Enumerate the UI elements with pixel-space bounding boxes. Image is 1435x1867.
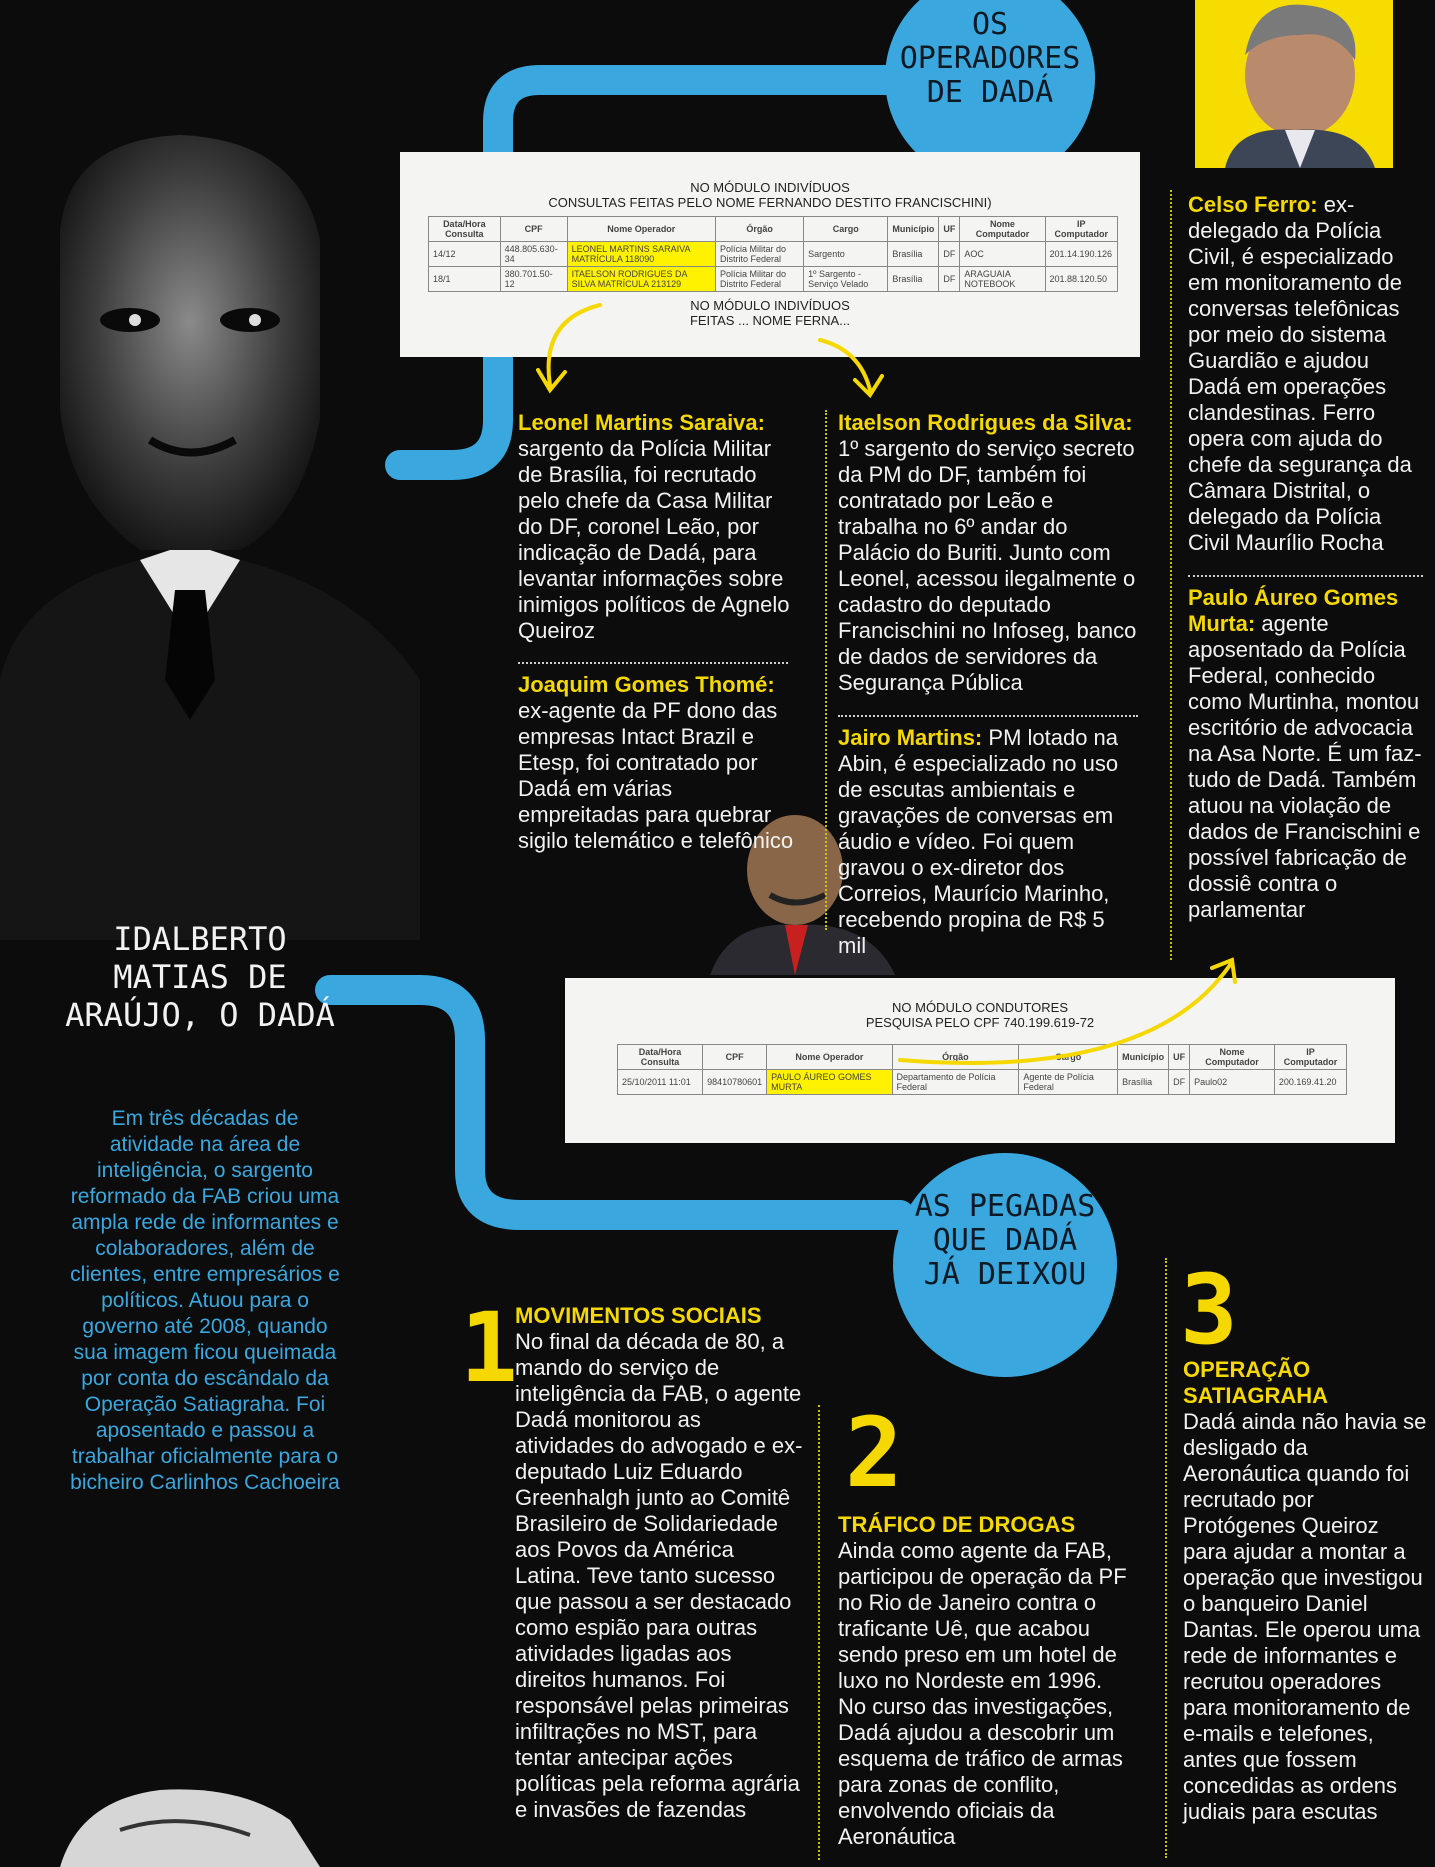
operator-name: Joaquim Gomes Thomé: (518, 672, 775, 697)
footprint-number-3: 3 (1180, 1254, 1238, 1366)
operator-joaquim (518, 672, 798, 854)
column-divider (818, 1405, 820, 1860)
operator-description: ex-delegado da Polícia Civil, é especializado em monitoramento de conversas telefônicas por meio do sistema Guardião e ajudou Dadá em operações clandestinas. Ferro opera com ajuda do chefe da segurança da Câmara Distrital, o delegado da Polícia Civil Maurílio Rocha (1188, 192, 1412, 555)
divider (838, 715, 1138, 717)
hands-illustration (0, 1740, 360, 1867)
footprint-text: No final da década de 80, a mando do serviço de inteligência da FAB, o agente Dadá monitorou as atividades do advogado e ex-deputado Luiz Eduardo Greenhalgh junto ao Comitê Brasileiro de Solidariedade aos Povos da América Latina. Teve tanto sucesso que passou a ser destacado como espião para outras atividades ligadas aos direitos humanos. Foi responsável pelas primeiras infiltrações no MST, para tentar antecipar ações políticas pela reforma agrária e invasões de fazendas (515, 1329, 803, 1822)
footprint-1 (515, 1303, 805, 1823)
footprint-number-2: 2 (845, 1397, 903, 1509)
footprint-2 (838, 1512, 1128, 1850)
doc1-subtitle: CONSULTAS FEITAS PELO NOME FERNANDO DESTITO FRANCISCHINI) (548, 195, 992, 210)
column-divider (825, 410, 827, 930)
doc1-table: Data/Hora Consulta CPF Nome Operador Órgão Cargo Município UF Nome Computador IP Computador 14/12 448.805.630-34 LEONEL MARTINS SARAIVA MATRÍCULA 118090 Polícia Militar do Distrito Federal Sargento Brasília DF AOC 201.14.190.126 18/1 380.701.50-12 ITAELSON RODRIGUES DA SILVA MATRÍCULA 213129 Polícia Militar do Distrito Federal 1º Sargento - Serviço Velado Brasília DF ARAGUAIA NOTEBOOK 201.88.120.50 (428, 216, 1118, 292)
footprint-title: TRÁFICO DE DROGAS (838, 1512, 1076, 1537)
subject-bio: Em três décadas de atividade na área de inteligência, o sargento reformado da FAB criou uma ampla rede de informantes e colaboradores, além de clientes, entre empresários e políticos. Atuou para o governo até 2008, quando sua imagem ficou queimada por conta do escândalo da Operação Satiagraha. Foi aposentado e passou a trabalhar oficialmente para o bicheiro Carlinhos Cachoeira (70, 1107, 340, 1494)
operator-description: ex-agente da PF dono das empresas Intact Brazil e Etesp, foi contratado por Dadá em várias empreitadas para quebrar sigilo telemático e telefônico (518, 698, 794, 853)
doc1-title: NO MÓDULO INDIVÍDUOS (690, 180, 850, 195)
footprint-text: Dadá ainda não havia se desligado da Aeronáutica quando foi recrutado por Protógenes Queiroz para ajudar a montar a operação que investigou o banqueiro Daniel Dantas. Ele operou uma rede de informantes e recrutou operadores para monitoramento de e-mails e telefones, antes que fossem concedidas as ordens judiais para escutas (1183, 1409, 1427, 1824)
doc2-subtitle: PESQUISA PELO CPF 740.199.619-72 (865, 1015, 1095, 1030)
divider (1188, 575, 1423, 577)
footprint-title: MOVIMENTOS SOCIAIS (515, 1303, 762, 1328)
operator-celso (1188, 192, 1423, 556)
headline-operators: OS OPERADORES DE DADÁ (899, 7, 1081, 110)
operator-description: 1º sargento do serviço secreto da PM do DF, também foi contratado por Leão e trabalha no 6º andar do Palácio do Buriti. Junto com Leonel, acessou ilegalmente o cadastro do deputado Francischini no Infoseg, banco de dados de servidores da Segurança Pública (838, 436, 1137, 695)
operator-paulo (1188, 585, 1423, 923)
operator-name: Celso Ferro: (1188, 192, 1318, 217)
operator-jairo (838, 725, 1138, 959)
doc1-footer-2: FEITAS ... NOME FERNA... (689, 313, 851, 328)
footprint-title: OPERAÇÃO SATIAGRAHA (1183, 1357, 1329, 1408)
operator-name: Itaelson Rodrigues da Silva: (838, 410, 1133, 435)
headline-footprints: AS PEGADAS QUE DADÁ JÁ DEIXOU (914, 1189, 1096, 1292)
subject-name: IDALBERTO MATIAS DE ARAÚJO, O DADÁ (65, 920, 335, 1034)
operator-itaelson (838, 410, 1138, 696)
operator-leonel (518, 410, 798, 644)
footprint-number-1: 1 (460, 1292, 518, 1404)
table-row: 18/1 380.701.50-12 ITAELSON RODRIGUES DA SILVA MATRÍCULA 213129 Polícia Militar do Distrito Federal 1º Sargento - Serviço Velado Brasília DF ARAGUAIA NOTEBOOK 201.88.120.50 (429, 267, 1118, 292)
footprint-3 (1183, 1357, 1428, 1825)
column-divider (1170, 190, 1172, 960)
doc1-footer: NO MÓDULO INDIVÍDUOS (690, 298, 850, 313)
operator-name: Paulo Áureo Gomes Murta: (1188, 585, 1399, 636)
operator-name: Jairo Martins: (838, 725, 983, 750)
doc2-title: NO MÓDULO CONDUTORES (892, 1000, 1068, 1015)
operator-name: Leonel Martins Saraiva: (518, 410, 765, 435)
column-divider (1165, 1258, 1167, 1858)
operator-description: PM lotado na Abin, é especializado no uso de escutas ambientais e gravações de conversas em áudio e vídeo. Foi quem gravou o ex-diretor dos Correios, Maurício Marinho, recebendo propina de R$ 5 mil (838, 725, 1119, 958)
footprint-text: Ainda como agente da FAB, participou de operação da PF no Rio de Janeiro contra o traficante Uê, que acabou sendo preso em um hotel de luxo no Nordeste em 1996. No curso das investigações, Dadá ajudou a descobrir um esquema de tráfico de armas para zonas de conflito, envolvendo oficiais da Aeronáutica (838, 1538, 1127, 1849)
doc2-table: Data/Hora Consulta CPF Nome Operador Órgão Cargo Município UF Nome Computador IP Computador 25/10/2011 11:01 98410780601 PAULO ÁUREO GOMES MURTA Departamento de Polícia Federal Agente de Polícia Federal Brasília DF Paulo02 200.169.41.20 (617, 1044, 1347, 1095)
divider (518, 662, 788, 664)
table-row: 14/12 448.805.630-34 LEONEL MARTINS SARAIVA MATRÍCULA 118090 Polícia Militar do Distrito Federal Sargento Brasília DF AOC 201.14.190.126 (429, 242, 1118, 267)
operator-description: sargento da Polícia Militar de Brasília, foi recrutado pelo chefe da Casa Militar do DF, coronel Leão, por indicação de Dadá, para levantar informações sobre inimigos políticos de Agnelo Queiroz (518, 436, 790, 643)
operator-description: agente aposentado da Polícia Federal, conhecido como Murtinha, montou escritório de advocacia na Asa Norte. É um faz-tudo de Dadá. Também atuou na violação de dados de Francischini e possível fabricação de dossiê contra o parlamentar (1188, 611, 1422, 922)
table-row: 25/10/2011 11:01 98410780601 PAULO ÁUREO GOMES MURTA Departamento de Polícia Federal Agente de Polícia Federal Brasília DF Paulo02 200.169.41.20 (618, 1070, 1347, 1095)
